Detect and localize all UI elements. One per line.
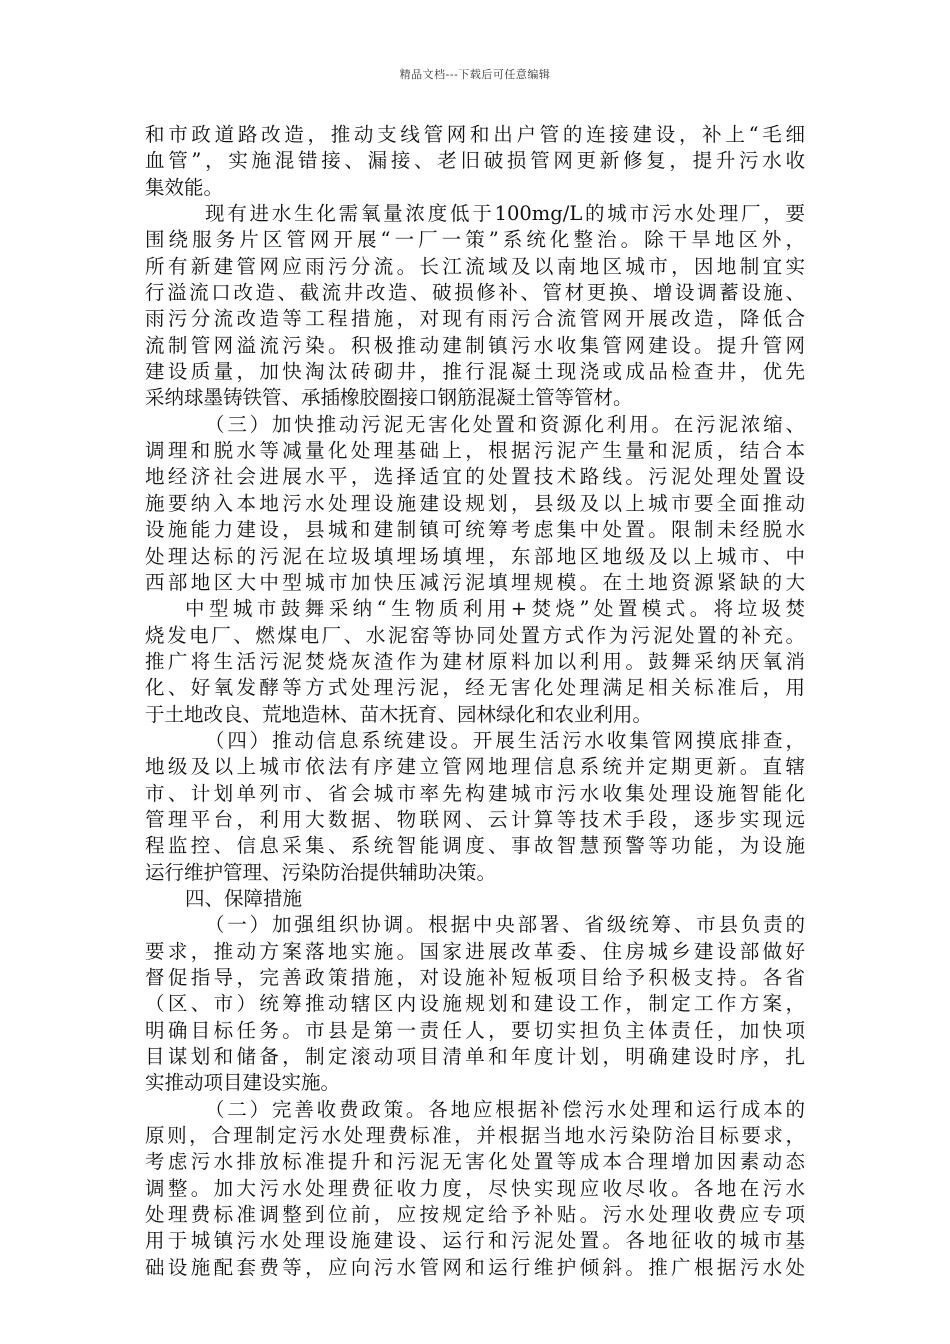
- text-line: 于土地改良、荒地造林、苗木抚育、园林绿化和农业利用。: [145, 702, 653, 726]
- text-line: 设施能力建设，县城和建制镇可统筹考虑集中处置。限制未经脱水: [145, 518, 805, 542]
- text-line: 西部地区大中型城市加快压减污泥填埋规模。在土地资源紧缺的大: [145, 570, 805, 594]
- text-line: 础设施配套费等，应向污水管网和运行维护倾斜。推广根据污水处: [145, 1255, 805, 1279]
- text-line: 实推动项目建设实施。: [145, 1071, 341, 1095]
- text-line: 所有新建管网应雨污分流。长江流域及以南地区城市，因地制宜实: [145, 254, 805, 278]
- text-line: 管理平台，利用大数据、物联网、云计算等技术手段，逐步实现远: [145, 807, 805, 831]
- text-line: 化、好氧发酵等方式处理污泥，经无害化处理满足相关标准后，用: [145, 676, 805, 700]
- text-line: 目谋划和储备，制定滚动项目清单和年度计划，明确建设时序，扎: [145, 1045, 805, 1069]
- text-line: 地级及以上城市依法有序建立管网地理信息系统并定期更新。直辖: [145, 755, 805, 779]
- text-line: 程监控、信息采集、系统智能调度、事故智慧预警等功能，为设施: [145, 834, 805, 858]
- text-line: 和市政道路改造，推动支线管网和出户管的连接建设，补上“毛细: [145, 123, 805, 146]
- text-line: 要求，推动方案落地实施。国家进展改革委、住房城乡建设部做好: [145, 939, 805, 963]
- text-line: 运行维护管理、污染防治提供辅助决策。: [145, 860, 497, 884]
- text-line: 集效能。: [145, 175, 224, 199]
- section-heading-1: （一）加强组织协调。根据中央部署、省级统筹、市县负责的: [205, 913, 805, 937]
- section-heading-4: （四）推动信息系统建设。开展生活污水收集管网摸底排查，: [205, 728, 805, 752]
- text-line: 中型城市鼓舞采纳“生物质利用+焚烧”处置模式。将垃圾焚: [185, 597, 805, 621]
- text-line: 围绕服务片区管网开展“一厂一策”系统化整治。除干旱地区外，: [145, 228, 805, 252]
- text-line: 处理费标准调整到位前，应按规定给予补贴。污水处理收费应专项: [145, 1203, 805, 1227]
- text-line: 雨污分流改造等工程措施，对现有雨污合流管网开展改造，降低合: [145, 307, 805, 331]
- text-line: 调整。加大污水处理费征收力度，尽快实现应收尽收。各地在污水: [145, 1176, 805, 1200]
- text-line: 建设质量，加快淘汰砖砌井，推行混凝土现浇或成品检查井，优先: [145, 360, 805, 384]
- text-line: 处理达标的污泥在垃圾填埋场填埋，东部地区地级及以上城市、中: [145, 544, 805, 568]
- text-line: （区、市）统筹推动辖区内设施规划和建设工作，制定工作方案，: [145, 992, 805, 1016]
- text-line: 督促指导，完善政策措施，对设施补短板项目给予积极支持。各省: [145, 966, 805, 989]
- text-line: 推广将生活污泥焚烧灰渣作为建材原料加以利用。鼓舞采纳厌氧消: [145, 649, 805, 673]
- text-line: 调理和脱水等减量化处理基础上，根据污泥产生量和泥质，结合本: [145, 439, 805, 463]
- section-heading-3: （三）加快推动污泥无害化处置和资源化利用。在污泥浓缩、: [205, 412, 805, 436]
- paragraph-first-line: 现有进水生化需氧量浓度低于100mg/L的城市污水处理厂，要: [205, 202, 805, 226]
- text-line: 施要纳入本地污水处理设施建设规划，县级及以上城市要全面推动: [145, 491, 805, 515]
- text-line: 用于城镇污水处理设施建设、运行和污泥处置。各地征收的城市基: [145, 1229, 805, 1253]
- text-line: 烧发电厂、燃煤电厂、水泥窑等协同处置方式作为污泥处置的补充。: [145, 623, 805, 647]
- text-line: 原则，合理制定污水处理费标准，并根据当地水污染防治目标要求，: [145, 1124, 805, 1148]
- text-line: 行溢流口改造、截流井改造、破损修补、管材更换、增设调蓄设施、: [145, 281, 805, 305]
- document-body: [145, 122, 805, 1281]
- text-line: 明确目标任务。市县是第一责任人，要切实担负主体责任，加快项: [145, 1018, 805, 1042]
- text-line: 地经济社会进展水平，选择适宜的处置技术路线。污泥处理处置设: [145, 465, 805, 489]
- chapter-heading: 四、保障措施: [185, 886, 303, 910]
- text-line: 考虑污水排放标准提升和污泥无害化处置等成本合理增加因素动态: [145, 1150, 805, 1174]
- page-header: 精品文档---下载后可任意编辑: [399, 68, 551, 81]
- section-heading-2: （二）完善收费政策。各地应根据补偿污水处理和运行成本的: [205, 1097, 805, 1121]
- text-line: 流制管网溢流污染。积极推动建制镇污水收集管网建设。提升管网: [145, 333, 805, 357]
- text-line: 血管”，实施混错接、漏接、老旧破损管网更新修复，提升污水收: [145, 149, 805, 173]
- text-line: 采纳球墨铸铁管、承插橡胶圈接口钢筋混凝土管等管材。: [145, 386, 633, 410]
- text-line: 市、计划单列市、省会城市率先构建城市污水收集处理设施智能化: [145, 781, 805, 805]
